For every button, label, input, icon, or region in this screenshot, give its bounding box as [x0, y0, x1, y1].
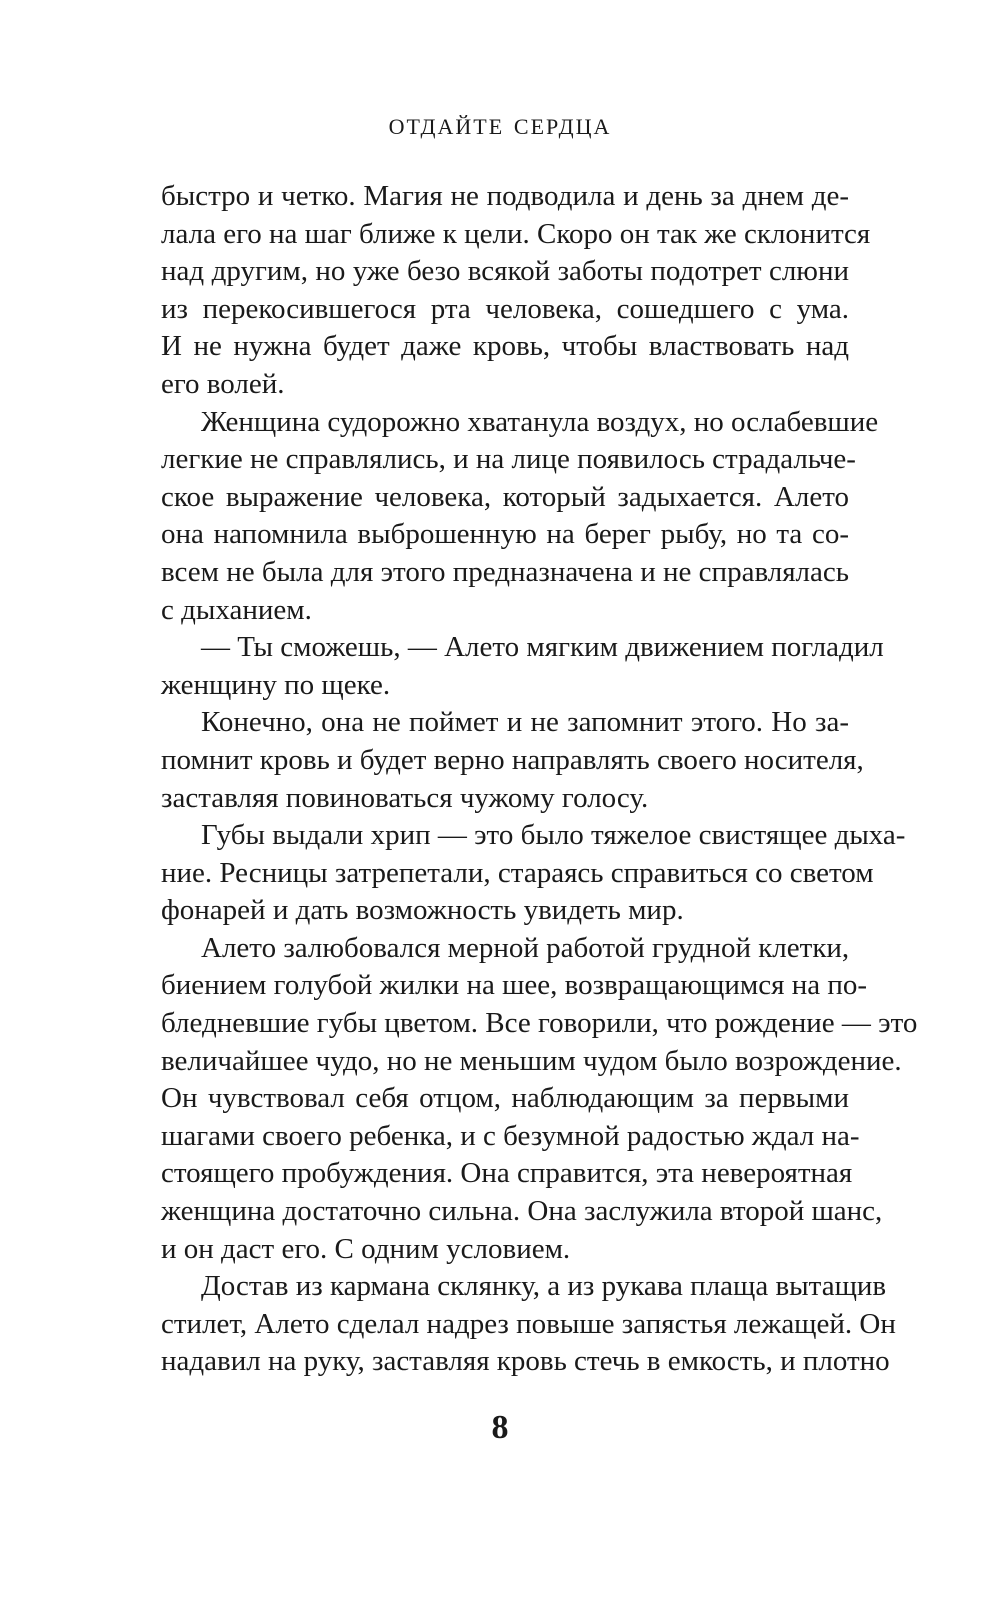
page-number: 8	[491, 1409, 509, 1446]
paragraph	[161, 1268, 896, 1381]
text-line: женщину по щеке.	[161, 668, 391, 701]
text-line: — Ты сможешь, — Алето мягким движением погладил	[201, 631, 884, 664]
text-line: стилет, Алето сделал надрез повыше запястья лежащей. Он	[161, 1307, 896, 1340]
text-line: надавил на руку, заставляя кровь стечь в емкость, и плотно	[161, 1345, 890, 1378]
text-line: легкие не справлялись, и на лице появилось страдальче-	[161, 443, 856, 476]
text-line: ское выражение человека, который задыхается. Алето	[161, 480, 849, 513]
paragraph	[161, 704, 864, 817]
text-line: лала его на шаг ближе к цели. Скоро он так же склонится	[161, 217, 871, 250]
text-line: она напомнила выброшенную на берег рыбу, но та со-	[161, 518, 849, 551]
paragraph	[161, 404, 879, 630]
text-line: И не нужна будет даже кровь, чтобы властвовать над	[161, 330, 849, 363]
text-line: стоящего пробуждения. Она справится, эта невероятная	[161, 1157, 853, 1190]
running-head: отдайте сердца	[388, 106, 612, 141]
text-line: величайшее чудо, но не меньшим чудом было возрождение.	[161, 1044, 902, 1077]
paragraph	[161, 178, 871, 404]
text-line: шагами своего ребенка, и с безумной радостью ждал на-	[161, 1119, 860, 1152]
text-line: заставляя повиноваться чужому голосу.	[161, 781, 649, 814]
text-line: Губы выдали хрип — это было тяжелое свистящее дыха-	[201, 819, 906, 852]
text-line: Он чувствовал себя отцом, наблюдающим за первыми	[161, 1082, 849, 1115]
body-text	[161, 178, 918, 1381]
text-line: биением голубой жилки на шее, возвращающимся на по-	[161, 969, 868, 1002]
text-line: помнит кровь и будет верно направлять своего носителя,	[161, 743, 864, 776]
text-line: всем не была для этого предназначена и не справлялась	[161, 555, 849, 588]
paragraph	[161, 629, 884, 704]
text-line: Алето залюбовался мерной работой грудной клетки,	[201, 931, 850, 964]
text-line: и он даст его. С одним условием.	[161, 1232, 571, 1265]
text-line: Женщина судорожно хватанула воздух, но ослабевшие	[201, 405, 879, 438]
text-line: над другим, но уже безо всякой заботы подотрет слюни	[161, 255, 849, 288]
text-line: бледневшие губы цветом. Все говорили, что рождение — это	[161, 1007, 918, 1040]
text-line: из перекосившегося рта человека, сошедшего с ума.	[161, 292, 849, 325]
text-line: женщина достаточно сильна. Она заслужила второй шанс,	[161, 1195, 883, 1228]
text-line: фонарей и дать возможность увидеть мир.	[161, 894, 684, 927]
text-line: с дыханием.	[161, 593, 312, 626]
text-line: Достав из кармана склянку, а из рукава плаща вытащив	[201, 1270, 887, 1303]
paragraph	[161, 817, 906, 930]
text-line: ние. Ресницы затрепетали, стараясь справиться со светом	[161, 856, 874, 889]
text-line: его волей.	[161, 367, 285, 400]
paragraph	[161, 930, 918, 1268]
text-line: быстро и четко. Магия не подводила и день за днем де-	[161, 180, 849, 212]
text-line: Конечно, она не поймет и не запомнит этого. Но за-	[201, 706, 849, 739]
